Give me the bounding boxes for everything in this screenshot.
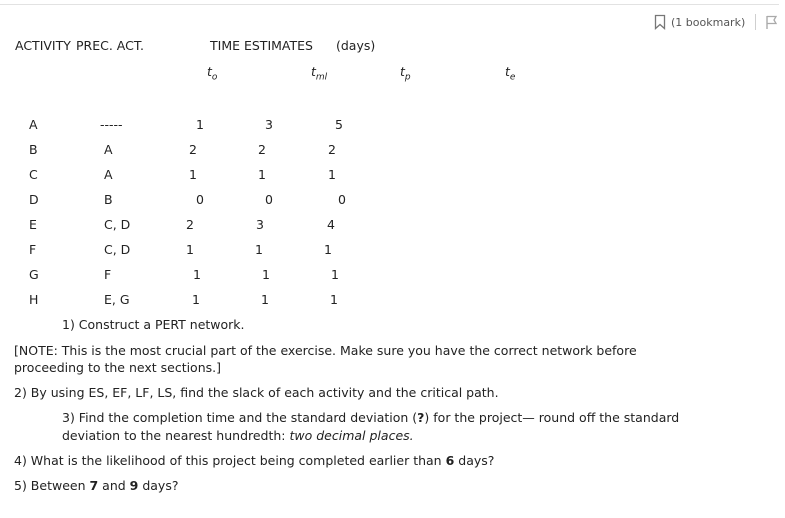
prec-cell: E, G	[104, 292, 130, 307]
activity-cell: A	[29, 117, 38, 132]
tml-cell: 2	[258, 142, 266, 157]
tml-cell: 1	[262, 267, 270, 282]
symbol-t-e: $t_e$	[505, 64, 516, 83]
activity-cell: D	[29, 192, 39, 207]
flag-icon[interactable]	[765, 15, 778, 30]
activity-cell: B	[29, 142, 38, 157]
activity-cell: C	[29, 167, 38, 182]
tp-cell: 5	[335, 117, 343, 132]
to-cell: 1	[196, 117, 204, 132]
activity-cell: F	[29, 242, 37, 257]
symbol-t-o: $t_o$	[207, 64, 218, 83]
prec-cell: A	[104, 142, 113, 157]
prec-cell: A	[104, 167, 113, 182]
header-activity: ACTIVITY	[15, 38, 71, 53]
tml-cell: 0	[265, 192, 273, 207]
header-days: (days)	[336, 38, 376, 53]
tp-cell: 1	[331, 267, 339, 282]
header-time-estimates: TIME ESTIMATES	[210, 38, 313, 53]
activity-cell: H	[29, 292, 39, 307]
prec-cell: C, D	[104, 242, 131, 257]
to-cell: 2	[189, 142, 197, 157]
question-2: 2) By using ES, EF, LF, LS, find the slack of each activity and the critical path.	[14, 385, 499, 400]
question-1: 1) Construct a PERT network.	[62, 317, 245, 332]
bookmark-button[interactable]	[654, 12, 745, 32]
activity-cell: G	[29, 267, 39, 282]
tp-cell: 1	[324, 242, 332, 257]
prec-cell: F	[104, 267, 112, 282]
bookmark-icon	[654, 14, 666, 30]
to-cell: 0	[196, 192, 204, 207]
symbol-t-p: $t_p$	[400, 64, 411, 83]
tml-cell: 1	[258, 167, 266, 182]
question-3-line-2: deviation to the nearest hundredth: two decimal places.	[62, 428, 414, 443]
activity-cell: E	[29, 217, 37, 232]
tp-cell: 1	[328, 167, 336, 182]
tp-cell: 0	[338, 192, 346, 207]
to-cell: 1	[186, 242, 194, 257]
prec-cell: C, D	[104, 217, 131, 232]
tp-cell: 1	[330, 292, 338, 307]
to-cell: 2	[186, 217, 194, 232]
prec-cell: -----	[100, 117, 123, 132]
tp-cell: 4	[327, 217, 335, 232]
to-cell: 1	[189, 167, 197, 182]
note-line-1: [NOTE: This is the most crucial part of the exercise. Make sure you have the correct network before	[14, 343, 637, 358]
bookmark-label: (1 bookmark)	[671, 15, 746, 29]
toolbar-separator	[755, 14, 756, 30]
prec-cell: B	[104, 192, 113, 207]
question-3-line-1: 3) Find the completion time and the standard deviation (?) for the project— round off the standard	[62, 410, 680, 425]
tml-cell: 3	[265, 117, 273, 132]
to-cell: 1	[192, 292, 200, 307]
question-4: 4) What is the likelihood of this project being completed earlier than 6 days?	[14, 453, 495, 468]
note-line-2: proceeding to the next sections.]	[14, 360, 221, 375]
tp-cell: 2	[328, 142, 336, 157]
tml-cell: 1	[261, 292, 269, 307]
symbol-t-ml: $t_{ml}$	[311, 64, 328, 83]
tml-cell: 3	[256, 217, 264, 232]
header-prec-act: PREC. ACT.	[76, 38, 144, 53]
to-cell: 1	[193, 267, 201, 282]
tml-cell: 1	[255, 242, 263, 257]
question-5: 5) Between 7 and 9 days?	[14, 478, 179, 493]
top-divider	[0, 4, 779, 5]
